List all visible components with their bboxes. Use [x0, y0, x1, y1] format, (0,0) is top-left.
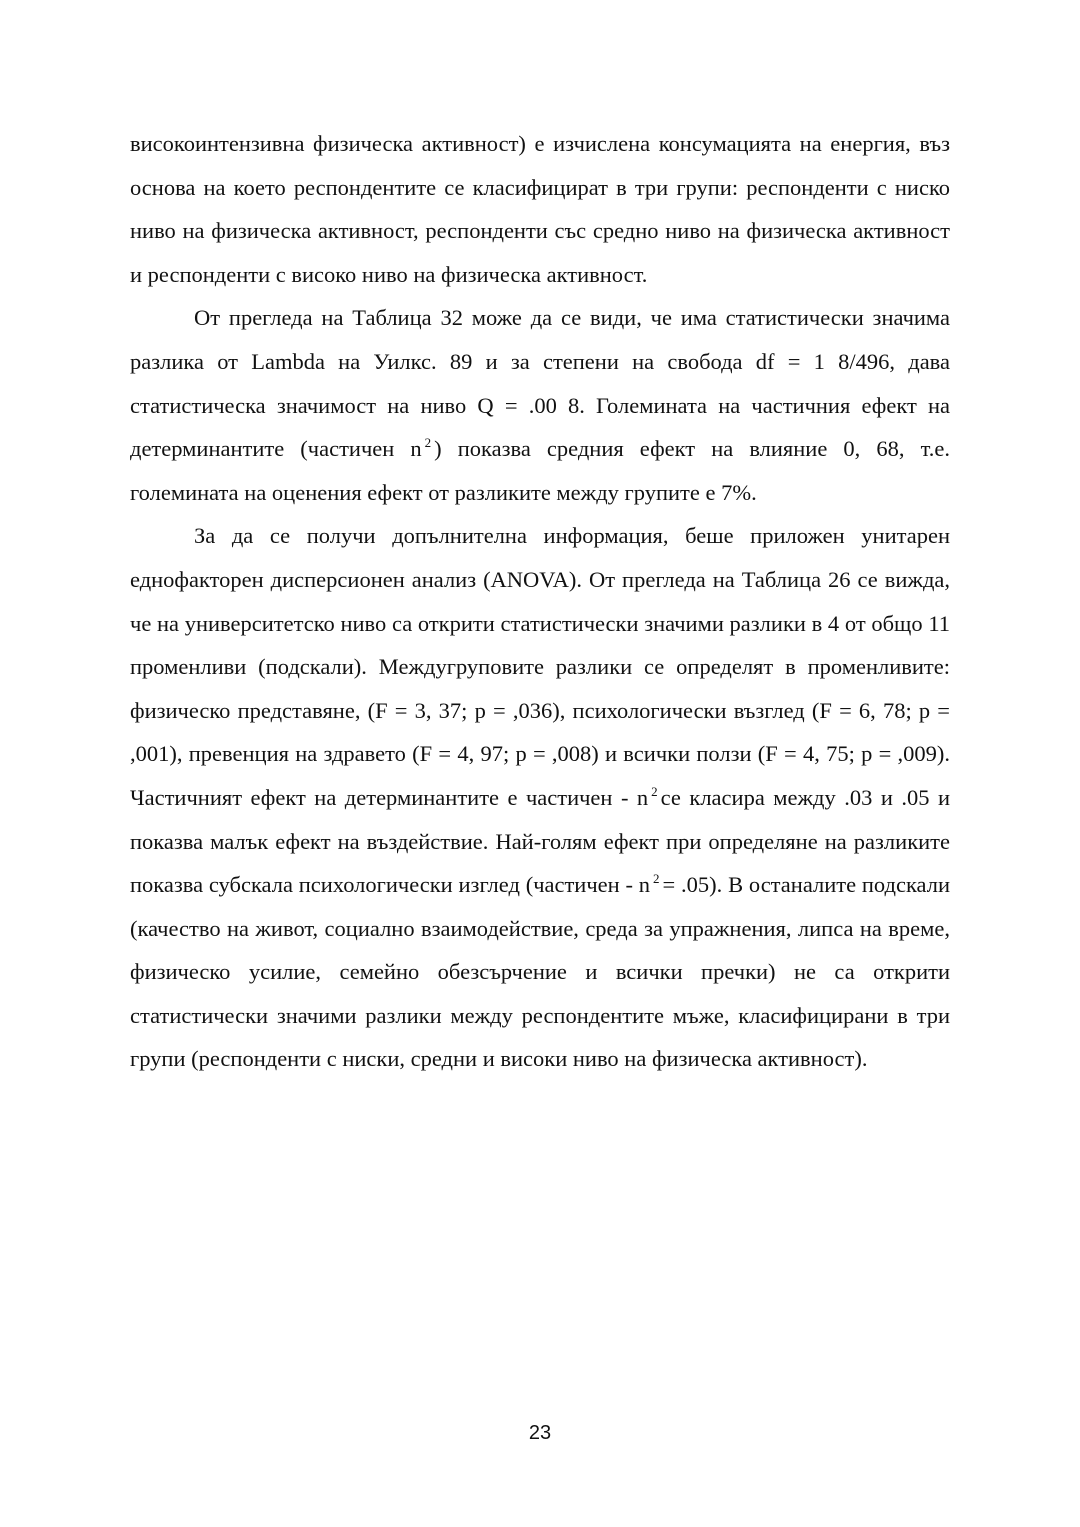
paragraph-3-text-a: За да се получи допълнителна информация, беше приложен унитарен еднофакторен дисперсионен анализ (ANOVA). От прегледа на Таблица 26 се вижда, че на университетско ниво са открити статистически значими разлики в 4 от общо 11 променливи (подскали). Междугруповите разлики се определят в променливите: физическо представяне, (F = 3, 37; p = ,036), психологически възглед (F = 6, 78; p = ,001), превенция на здравето (F = 4, 97; p = ,008) и всички ползи (F = 4, 75; p = ,009). Частичният ефект на детерминантите е частичен - n	[130, 523, 950, 810]
page-number: 23	[528, 1422, 552, 1444]
body-text	[130, 122, 950, 1081]
paragraph-1-text: високоинтензивна физическа активност) е изчислена консумацията на енергия, въз основа на което респондентите се класифицират в три групи: респонденти с ниско ниво на физическа активност, респонденти със средно ниво на физическа активност и респонденти с високо ниво на физическа активност.	[130, 131, 950, 287]
paragraph-2-text-a: От прегледа на Таблица 32 може да се види, че има статистически значима разлика от Lambda на Уилкс. 89 и за степени на свобода df = 1 8/496, дава статистическа значимост на ниво Q = .00 8. Големината на частичния ефект на детерминантите (частичен n	[130, 305, 950, 462]
superscript-2: 2	[651, 783, 658, 799]
paragraph-2-text-b: ) показва средния ефект на влияние 0, 68, т.е. големината на оценения ефект от разликите между групите е 7%.	[130, 436, 951, 505]
paragraph-3	[130, 514, 950, 1081]
superscript-2: 2	[424, 435, 432, 451]
paragraph-3-text-b: се класира между .03 и .05 и показва малък ефект на въздействие. Най-голям ефект при определяне на разликите показва субскала психологически изглед (частичен - n	[130, 784, 951, 898]
paragraph-1	[130, 122, 950, 296]
paragraph-2	[130, 296, 950, 514]
superscript-2: 2	[653, 871, 660, 887]
paragraph-3-text-c: = .05). В останалите подскали (качество на живот, социално взаимодействие, среда за упражнения, липса на време, физическо усилие, семейно обезсърчение и всички пречки) не са открити статистически значими разлики между респондентите мъже, класифицирани в три групи (респонденти с ниски, средни и високи ниво на физическа активност).	[130, 872, 951, 1072]
